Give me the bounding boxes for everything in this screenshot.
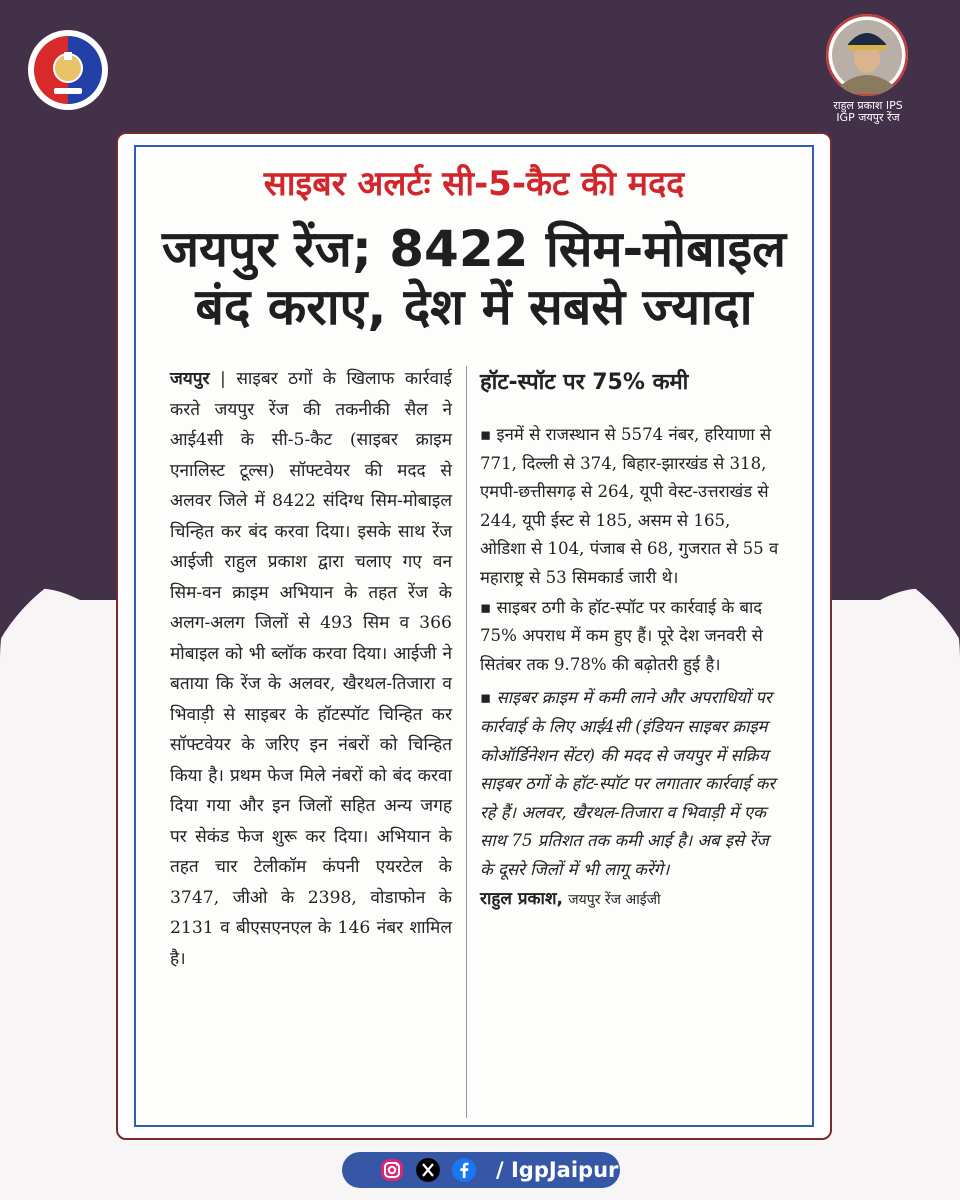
quote-designation: जयपुर रेंज आईजी — [568, 891, 661, 908]
social-handle[interactable]: / IgpJaipur — [496, 1158, 619, 1182]
article-kicker: साइबर अलर्टः सी-5-कैट की मदद — [263, 164, 685, 204]
headline-line-1: जयपुर रेंज; 8422 सिम-मोबाइल — [161, 220, 787, 278]
social-bar — [342, 1152, 620, 1188]
article-right-column — [480, 420, 780, 914]
right-paragraph-1: ▪ इनमें से राजस्थान से 5574 नंबर, हरियाणा से 771, दिल्ली से 374, बिहार-झारखंड से 318, एमपी-छत्तीसगढ़ से 264, यूपी वेस्ट-उत्तराखंड से 244, यूपी ईस्ट से 185, असम से 165, ओडिशा से 104, पंजाब से 68, गुजरात से 55 व महाराष्ट्र से 53 सिमकार्ड जारी थे। — [480, 424, 779, 587]
rajasthan-police-emblem-icon — [28, 30, 108, 110]
officer-photo-icon — [826, 14, 908, 96]
bullet-icon: ▪ — [480, 596, 492, 617]
officer-avatar — [826, 14, 908, 96]
article-left-column: जयपुर | साइबर ठगों के खिलाफ कार्रवाई करते जयपुर रेंज की तकनीकी सैल ने आई4सी के सी-5-कैट (साइबर क्राइम एनालिस्ट टूल्स) सॉफ्टवेयर की मदद से अलवर जिले में 8422 संदिग्ध सिम-मोबाइल चिन्हित कर बंद करवा दिया। इसके साथ रेंज आईजी राहुल प्रकाश द्वारा चलाए गए वन सिम-वन क्राइम अभियान के तहत रेंज के अलग-अलग जिलों से 493 सिम व 366 मोबाइल को भी ब्लॉक करवा दिया। आईजी ने बताया कि रेंज के अलवर, खैरथल-तिजारा व भिवाड़ी से साइबर के हॉटस्पॉट चिन्हित कर सॉफ्टवेयर के जरिए इन नंबरों को चिन्हित किया है। प्रथम फेज मिले नंबरों को बंद करवा दिया गया और इन जिलों सहित अन्य जगह पर सेकंड फेज शुरू कर दिया। अभियान के तहत चार टेलीकॉम कंपनी एयरटेल के 3747, जीओ के 2398, वोडाफोन के 2131 व बीएसएनएल के 146 नंबर शामिल है। — [170, 369, 452, 969]
article-dateline: जयपुर — [170, 369, 210, 389]
article-headline — [152, 220, 796, 336]
right-paragraph-3: ▪ साइबर क्राइम में कमी लाने और अपराधियों पर कार्रवाई के लिए आई4सी (इंडियन साइबर क्राइम कोऑर्डिनेशन सेंटर) की मदद से जयपुर में सक्रिय साइबर ठगों के हॉट-स्पॉट पर लगातार कार्रवाई कर रहे हैं। अलवर, खैरथल-तिजारा व भिवाड़ी में एक साथ 75 प्रतिशत तक कमी आई है। अब इसे रेंज के दूसरे जिलों में भी लागू करेंगे। — [480, 687, 776, 879]
police-logo — [28, 30, 108, 110]
quote-signature — [480, 885, 780, 915]
x-icon[interactable] — [416, 1158, 440, 1182]
article-left-body: साइबर ठगों के खिलाफ कार्रवाई करते जयपुर रेंज की तकनीकी सैल ने आई4सी के सी-5-कैट (साइबर क्राइम एनालिस्ट टूल्स) सॉफ्टवेयर की मदद से अलवर जिले में 8422 संदिग्ध सिम-मोबाइल चिन्हित कर बंद करवा दिया। इसके साथ रेंज आईजी राहुल प्रकाश द्वारा चलाए गए वन सिम-वन क्राइम अभियान के तहत रेंज के अलग-अलग जिलों से 493 सिम व 366 मोबाइल को भी ब्लॉक करवा दिया। आईजी ने बताया कि रेंज के अलवर, खैरथल-तिजारा व भिवाड़ी से साइबर के हॉटस्पॉट चिन्हित कर सॉफ्टवेयर के जरिए इन नंबरों को चिन्हित किया है। प्रथम फेज मिले नंबरों को बंद करवा दिया गया और इन जिलों सहित अन्य जगह पर सेकंड फेज शुरू कर दिया। अभियान के तहत चार टेलीकॉम कंपनी एयरटेल के 3747, जीओ के 2398, वोडाफोन के 2131 व बीएसएनएल के 146 नंबर शामिल है। — [170, 369, 452, 969]
officer-caption — [808, 100, 928, 124]
bullet-icon: ▪ — [480, 687, 492, 708]
facebook-icon[interactable] — [452, 1158, 476, 1182]
quote-name: राहुल प्रकाश, — [480, 888, 563, 909]
headline-line-2: बंद कराए, देश में सबसे ज्यादा — [195, 278, 753, 336]
column-divider — [466, 366, 467, 1118]
officer-title: IGP जयपुर रेंज — [836, 111, 900, 124]
instagram-icon[interactable] — [380, 1158, 404, 1182]
bullet-icon: ▪ — [480, 424, 492, 444]
article-subheading: हॉट-स्पॉट पर 75% कमी — [480, 370, 689, 395]
officer-name: राहुल प्रकाश IPS — [833, 99, 903, 112]
right-paragraph-2: ▪ साइबर ठगी के हॉट-स्पॉट पर कार्रवाई के बाद 75% अपराध में कम हुए हैं। पूरे देश जनवरी से सितंबर तक 9.78% की बढ़ोतरी हुई है। — [480, 596, 763, 674]
